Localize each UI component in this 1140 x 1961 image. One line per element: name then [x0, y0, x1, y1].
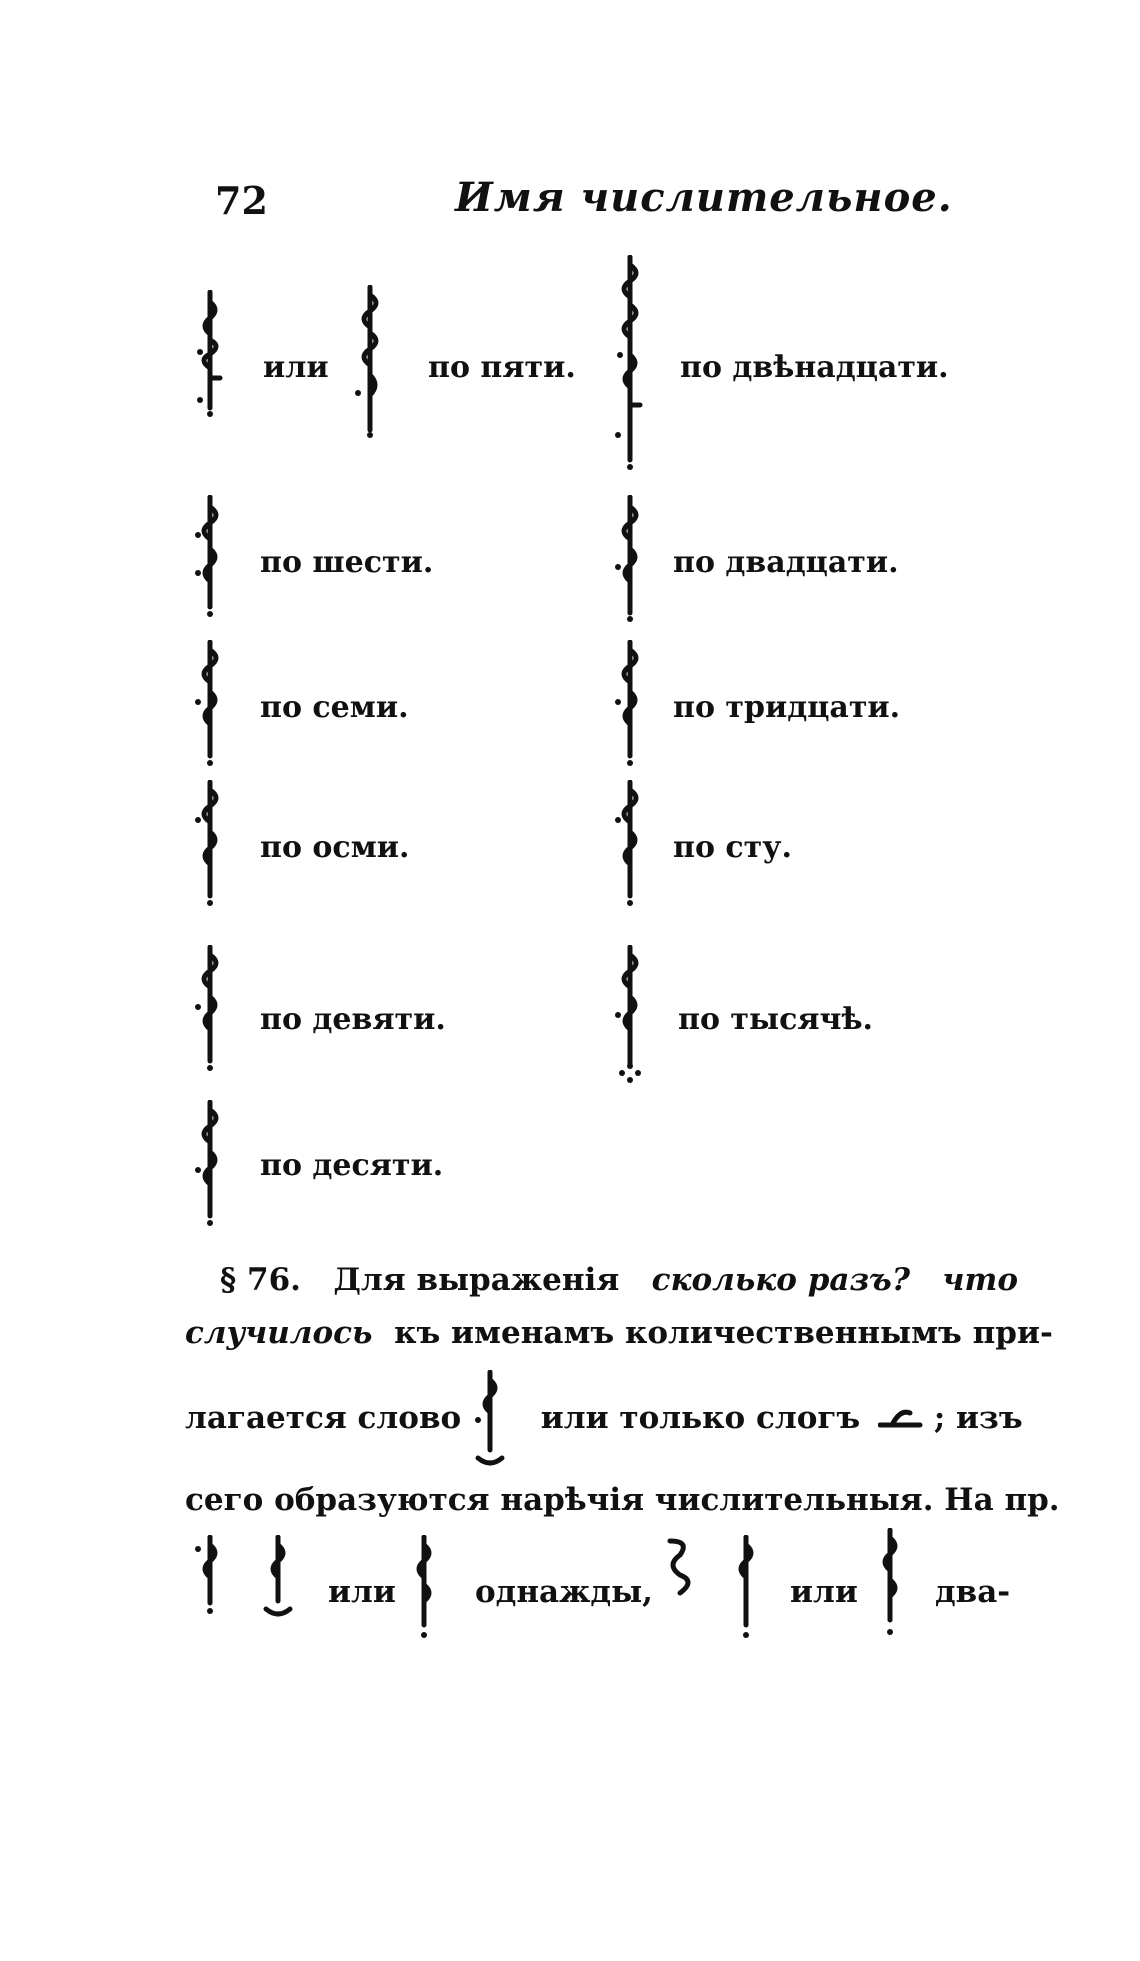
mongolian-script-image	[190, 290, 230, 420]
paragraph-text: ; изъ	[933, 1400, 1023, 1436]
item-label: по тысячѣ.	[678, 1002, 873, 1037]
item-label: по двадцати.	[673, 545, 899, 580]
mongolian-script-image	[404, 1535, 444, 1645]
mongolian-script-image	[726, 1535, 766, 1645]
item-label: по семи.	[260, 690, 409, 725]
mongolian-script-image	[610, 495, 650, 625]
or-word: или	[263, 350, 329, 385]
paragraph-text: лагается слово	[185, 1400, 462, 1436]
mongolian-script-image	[610, 255, 650, 475]
item-label: по двѣнадцати.	[680, 350, 949, 385]
mongolian-script-image	[350, 285, 390, 445]
mongolian-script-image	[190, 1535, 230, 1615]
mongolian-script-image	[190, 1100, 230, 1230]
mongolian-script-image	[870, 1528, 910, 1643]
mongolian-script-image	[878, 1403, 923, 1431]
paragraph-line	[185, 1482, 1060, 1518]
mongolian-script-image	[610, 640, 650, 770]
paragraph-text: Для выраженія	[333, 1262, 620, 1298]
paragraph-line	[185, 1262, 1019, 1298]
mongolian-script-image	[190, 640, 230, 770]
mongolian-script-image	[258, 1535, 298, 1620]
item-label: по сту.	[673, 830, 792, 865]
running-title: Имя числительное.	[455, 174, 953, 221]
item-label: по шести.	[260, 545, 434, 580]
item-label: по девяти.	[260, 1002, 446, 1037]
item-label: по осми.	[260, 830, 410, 865]
paragraph-text: однажды,	[475, 1574, 653, 1610]
mongolian-script-image	[190, 780, 230, 910]
item-label: по пяти.	[428, 350, 576, 385]
mongolian-script-image	[660, 1535, 700, 1605]
paragraph-text: или	[328, 1574, 396, 1610]
page-number: 72	[215, 178, 268, 223]
paragraph-text: къ именамъ количественнымъ при-	[394, 1315, 1053, 1351]
paragraph-text: или	[790, 1574, 858, 1610]
italic-phrase: что	[942, 1262, 1019, 1298]
paragraph-line	[185, 1315, 1053, 1351]
italic-phrase: случилось	[185, 1315, 373, 1351]
paragraph-text: сего образуются нарѣчія числительныя. На пр.	[185, 1482, 1060, 1518]
item-label: по десяти.	[260, 1148, 444, 1183]
mongolian-script-image	[190, 495, 230, 620]
mongolian-script-image	[470, 1370, 510, 1475]
mongolian-script-image	[610, 780, 650, 910]
mongolian-script-image	[610, 945, 650, 1085]
italic-phrase: сколько разъ?	[651, 1262, 910, 1298]
mongolian-script-image	[190, 945, 230, 1075]
paragraph-text: два-	[935, 1574, 1011, 1610]
section-number: § 76.	[220, 1262, 301, 1298]
paragraph-text: или только слогъ	[540, 1400, 861, 1436]
item-label: по тридцати.	[673, 690, 901, 725]
